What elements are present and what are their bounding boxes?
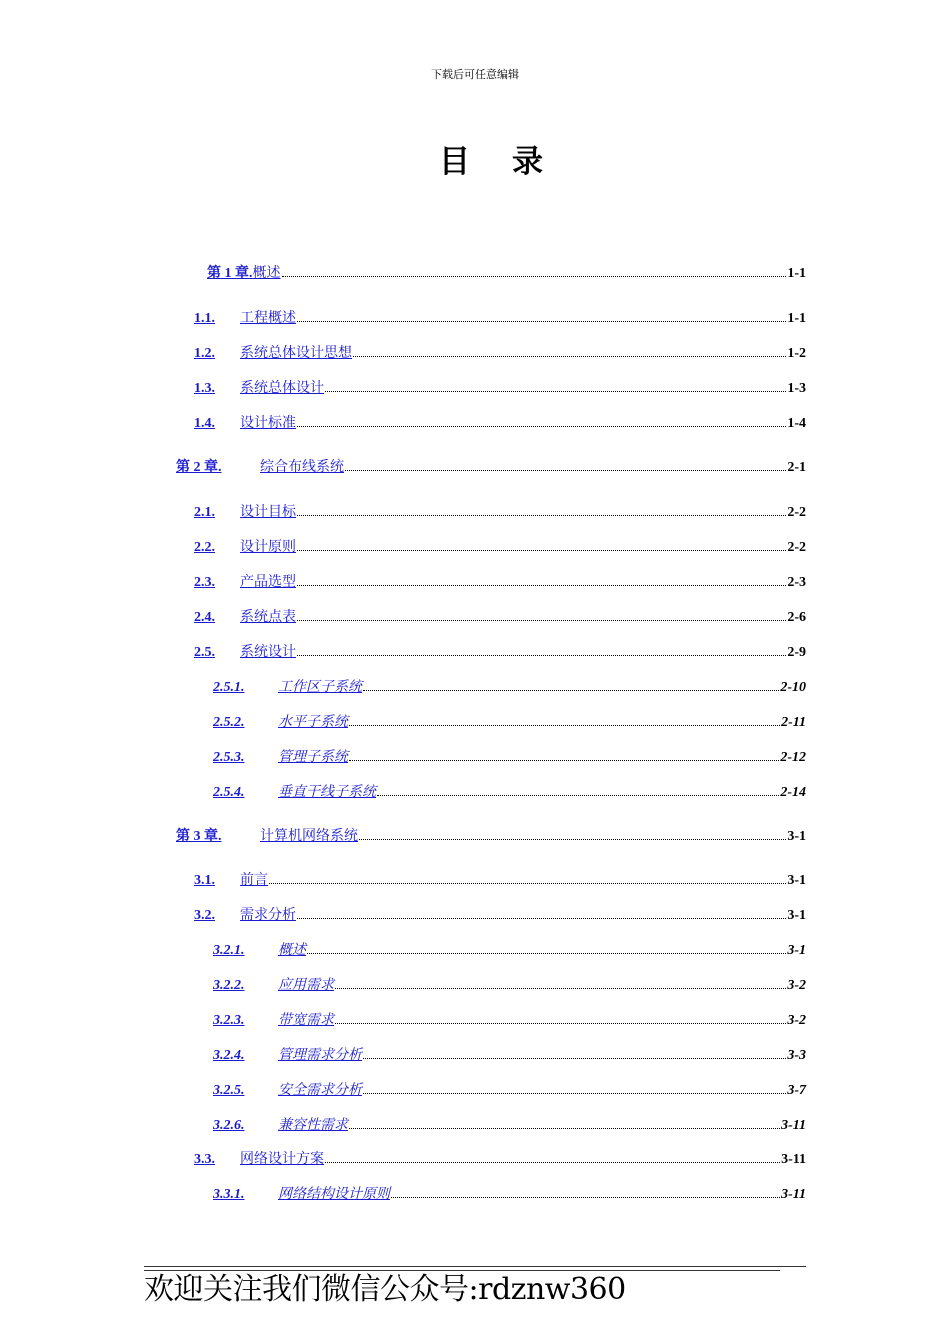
toc-entry-number[interactable]: 3.2.3. (213, 1013, 245, 1028)
toc-entry-number[interactable]: 2.5. (194, 645, 215, 660)
toc-dot-leader (297, 655, 786, 656)
toc-entry[interactable] (194, 377, 806, 399)
toc-entry[interactable] (213, 1114, 806, 1136)
toc-entry[interactable] (213, 1079, 806, 1101)
toc-dot-leader (297, 321, 786, 322)
toc-dot-leader (335, 988, 786, 989)
toc-dot-leader (325, 1162, 780, 1163)
toc-entry-page-number: 1-3 (787, 381, 806, 396)
toc-entry-label[interactable]: 设计标准 (240, 415, 296, 431)
toc-entry-number[interactable]: 3.3. (194, 1152, 215, 1167)
toc-entry-label[interactable]: 需求分析 (240, 907, 296, 923)
toc-entry-label[interactable]: 设计目标 (240, 504, 296, 520)
toc-entry-label[interactable]: 产品选型 (240, 574, 296, 590)
toc-entry-label[interactable]: 综合布线系统 (260, 459, 344, 475)
toc-dot-leader (349, 760, 779, 761)
toc-entry[interactable] (194, 501, 806, 523)
toc-entry-label[interactable]: 网络结构设计原则 (278, 1186, 390, 1202)
toc-entry-label[interactable]: 概述 (252, 265, 281, 281)
toc-dot-leader (307, 953, 786, 954)
toc-entry-number[interactable]: 2.5.3. (213, 750, 245, 765)
toc-entry-page-number: 1-4 (787, 416, 806, 431)
toc-entry-label[interactable]: 兼容性需求 (278, 1117, 348, 1133)
toc-entry-number[interactable]: 1.4. (194, 416, 215, 431)
toc-entry-number[interactable]: 1.3. (194, 381, 215, 396)
toc-entry-label[interactable]: 水平子系统 (278, 714, 348, 730)
toc-dot-leader (363, 1093, 786, 1094)
toc-entry[interactable] (194, 571, 806, 593)
toc-entry[interactable] (176, 825, 806, 847)
toc-entry[interactable] (213, 939, 806, 961)
toc-dot-leader (325, 391, 786, 392)
toc-dot-leader (363, 690, 779, 691)
toc-dot-leader (349, 725, 780, 726)
toc-entry-label[interactable]: 网络设计方案 (240, 1151, 324, 1167)
toc-entry-number[interactable]: 3.2.1. (213, 943, 245, 958)
toc-entry-label[interactable]: 系统总体设计 (240, 380, 324, 396)
toc-entry-page-number: 2-3 (787, 575, 806, 590)
toc-entry-page-number: 3-1 (787, 873, 806, 888)
toc-entry[interactable] (213, 1044, 806, 1066)
toc-entry-page-number: 3-1 (787, 943, 806, 958)
toc-entry-number[interactable]: 第 1 章. (207, 266, 253, 281)
toc-entry-label[interactable]: 应用需求 (278, 977, 334, 993)
toc-entry[interactable] (213, 711, 806, 733)
toc-dot-leader (391, 1197, 780, 1198)
page-header-note: 下载后可任意编辑 (431, 68, 519, 81)
toc-entry-label[interactable]: 系统点表 (240, 609, 296, 625)
toc-entry-label[interactable]: 系统总体设计思想 (240, 345, 352, 361)
toc-entry-page-number: 2-10 (780, 680, 806, 695)
toc-entry-page-number: 3-3 (787, 1048, 806, 1063)
toc-entry-number[interactable]: 2.1. (194, 505, 215, 520)
toc-entry-number[interactable]: 2.3. (194, 575, 215, 590)
toc-entry-label[interactable]: 管理需求分析 (278, 1047, 362, 1063)
toc-entry-label[interactable]: 安全需求分析 (278, 1082, 362, 1098)
toc-dot-leader (353, 356, 786, 357)
toc-entry-page-number: 3-11 (781, 1187, 806, 1202)
toc-entry-number[interactable]: 3.2.2. (213, 978, 245, 993)
toc-entry[interactable] (194, 307, 806, 329)
toc-entry-page-number: 1-1 (787, 311, 806, 326)
toc-entry[interactable] (194, 869, 806, 891)
toc-entry[interactable] (213, 746, 806, 768)
toc-dot-leader (345, 470, 786, 471)
toc-entry-number[interactable]: 2.5.2. (213, 715, 245, 730)
toc-dot-leader (377, 795, 779, 796)
toc-entry-page-number: 2-12 (780, 750, 806, 765)
toc-entry[interactable] (213, 676, 806, 698)
toc-entry-page-number: 3-2 (787, 978, 806, 993)
toc-entry-number[interactable]: 3.2.5. (213, 1083, 245, 1098)
toc-entry-number[interactable]: 第 2 章. (176, 460, 222, 475)
toc-entry[interactable] (194, 641, 806, 663)
toc-entry-page-number: 3-11 (781, 1118, 806, 1133)
toc-entry[interactable] (194, 904, 806, 926)
toc-entry-page-number: 3-7 (787, 1083, 806, 1098)
toc-entry-page-number: 3-1 (787, 829, 806, 844)
toc-entry[interactable] (207, 262, 806, 284)
toc-entry[interactable] (213, 1183, 806, 1205)
toc-entry-number[interactable]: 1.2. (194, 346, 215, 361)
toc-entry-page-number: 3-1 (787, 908, 806, 923)
toc-dot-leader (297, 585, 786, 586)
toc-entry-number[interactable]: 2.5.1. (213, 680, 245, 695)
toc-dot-leader (297, 918, 786, 919)
toc-dot-leader (297, 620, 786, 621)
toc-entry-page-number: 2-1 (787, 460, 806, 475)
toc-entry[interactable] (213, 974, 806, 996)
toc-entry-number[interactable]: 第 3 章. (176, 829, 222, 844)
toc-entry-label[interactable]: 系统设计 (240, 644, 296, 660)
toc-entry-number[interactable]: 2.5.4. (213, 785, 245, 800)
toc-entry-page-number: 2-9 (787, 645, 806, 660)
toc-entry[interactable] (194, 342, 806, 364)
toc-entry-page-number: 2-14 (780, 785, 806, 800)
toc-dot-leader (297, 550, 786, 551)
toc-dot-leader (269, 883, 786, 884)
toc-entry-page-number: 2-2 (787, 505, 806, 520)
toc-entry-page-number: 1-2 (787, 346, 806, 361)
toc-dot-leader (282, 276, 787, 277)
toc-entry-number[interactable]: 3.1. (194, 873, 215, 888)
footer-wechat-notice: 欢迎关注我们微信公众号:rdznw360 (144, 1272, 626, 1307)
toc-entry[interactable] (213, 781, 806, 803)
toc-entry-label[interactable]: 管理子系统 (278, 749, 348, 765)
toc-entry[interactable] (213, 1009, 806, 1031)
toc-entry-number[interactable]: 3.2.6. (213, 1118, 245, 1133)
toc-entry-page-number: 2-6 (787, 610, 806, 625)
toc-entry-page-number: 2-11 (781, 715, 806, 730)
toc-entry-label[interactable]: 垂直干线子系统 (278, 784, 376, 800)
toc-entry-number[interactable]: 2.2. (194, 540, 215, 555)
toc-entry-page-number: 1-1 (787, 266, 806, 281)
toc-entry-page-number: 3-2 (787, 1013, 806, 1028)
toc-entry[interactable] (194, 606, 806, 628)
toc-entry-number[interactable]: 3.3.1. (213, 1187, 245, 1202)
toc-entry-label[interactable]: 计算机网络系统 (260, 828, 358, 844)
toc-entry-label[interactable]: 前言 (240, 872, 268, 888)
toc-entry-page-number: 3-11 (781, 1152, 806, 1167)
toc-entry-page-number: 2-2 (787, 540, 806, 555)
toc-title: 目录 (439, 144, 585, 180)
toc-entry-label[interactable]: 设计原则 (240, 539, 296, 555)
toc-entry-label[interactable]: 工程概述 (240, 310, 296, 326)
toc-dot-leader (335, 1023, 786, 1024)
toc-entry-label[interactable]: 工作区子系统 (278, 679, 362, 695)
toc-dot-leader (363, 1058, 786, 1059)
toc-entry-label[interactable]: 带宽需求 (278, 1012, 334, 1028)
toc-entry-number[interactable]: 1.1. (194, 311, 215, 326)
toc-entry[interactable] (194, 536, 806, 558)
toc-entry[interactable] (176, 456, 806, 478)
toc-entry[interactable] (194, 412, 806, 434)
toc-dot-leader (297, 515, 786, 516)
toc-entry-number[interactable]: 3.2. (194, 908, 215, 923)
toc-dot-leader (297, 426, 786, 427)
toc-entry[interactable] (194, 1148, 806, 1170)
toc-entry-number[interactable]: 2.4. (194, 610, 215, 625)
toc-entry-number[interactable]: 3.2.4. (213, 1048, 245, 1063)
toc-entry-label[interactable]: 概述 (278, 942, 306, 958)
toc-dot-leader (349, 1128, 780, 1129)
toc-dot-leader (359, 839, 786, 840)
